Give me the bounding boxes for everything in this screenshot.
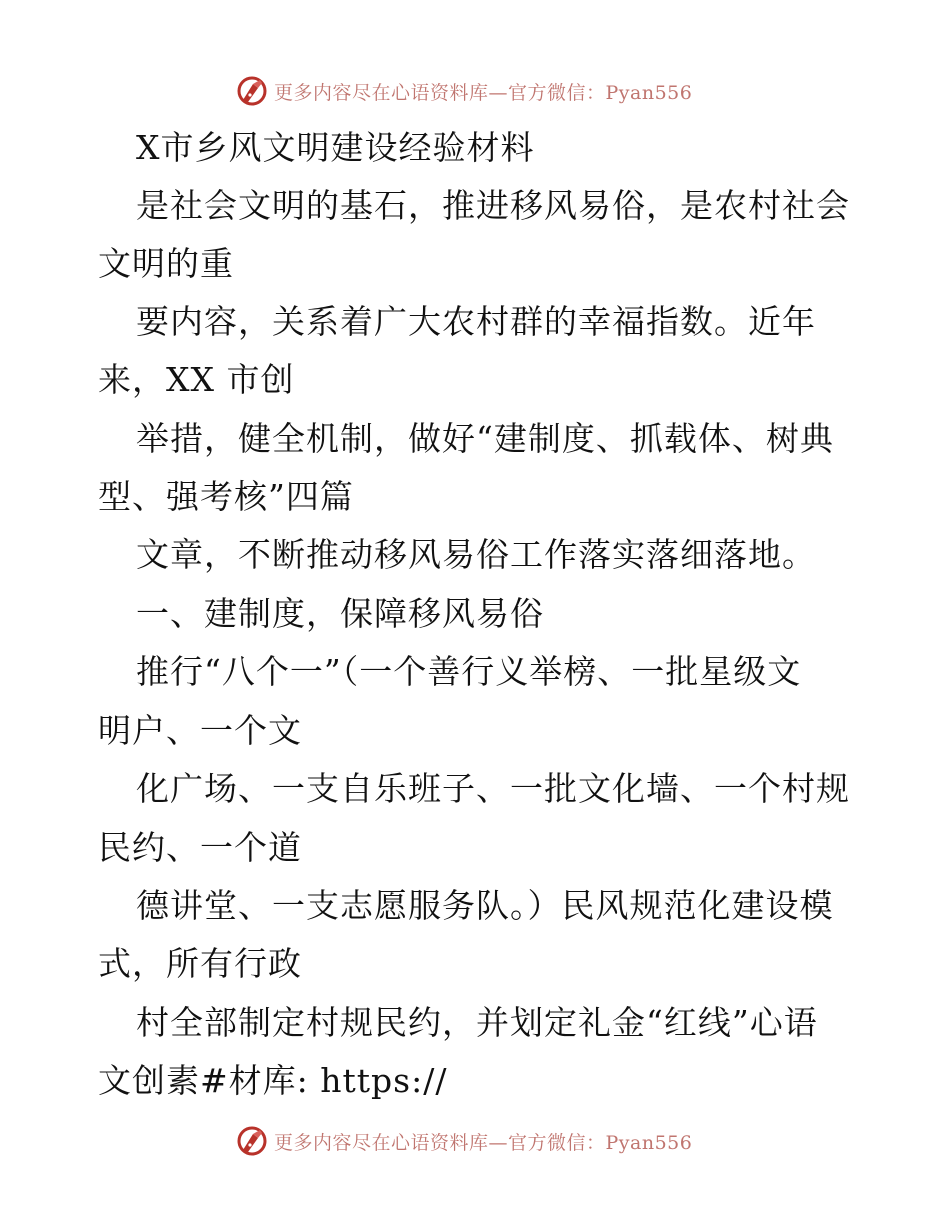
paragraph-line: 德讲堂、一支志愿服务队。）民风规范化建设模	[136, 886, 834, 925]
banner-text: 更多内容尽在心语资料库—官方微信：Pyan556	[274, 81, 693, 104]
paragraph-line: 文明的重	[98, 244, 234, 283]
paragraph-line: 要内容，关系着广大农村群的幸福指数。近年	[136, 302, 816, 341]
section-heading: 一、建制度，保障移风易俗	[136, 594, 544, 633]
paragraph-line: 村全部制定村规民约，并划定礼金“红线”心语	[136, 1003, 818, 1042]
document-title: X市乡风文明建设经验材料	[136, 128, 535, 167]
paragraph-line: 是社会文明的基石，推进移风易俗，是农村社会	[136, 186, 850, 225]
paragraph-line: 式，所有行政	[98, 944, 302, 983]
header-watermark-banner	[236, 74, 692, 108]
paragraph-line: 明户、一个文	[98, 711, 302, 750]
paragraph-line: 民约、一个道	[98, 828, 302, 867]
paragraph-line: 推行“八个一”（一个善行义举榜、一批星级文	[136, 652, 802, 691]
paragraph-line: 来，XX 市创	[98, 360, 295, 399]
pen-nib-logo-icon	[236, 1125, 268, 1157]
pen-nib-logo-icon	[236, 75, 268, 107]
paragraph-line: 文章，不断推动移风易俗工作落实落细落地。	[136, 535, 816, 574]
footer-watermark-banner	[236, 1124, 692, 1158]
paragraph-line: 文创素#材库: https://	[98, 1061, 448, 1100]
banner-text: 更多内容尽在心语资料库—官方微信：Pyan556	[274, 1131, 693, 1154]
paragraph-line: 化广场、一支自乐班子、一批文化墙、一个村规	[136, 769, 850, 808]
paragraph-line: 型、强考核”四篇	[98, 477, 354, 516]
paragraph-line: 举措，健全机制，做好“建制度、抓载体、树典	[136, 419, 834, 458]
